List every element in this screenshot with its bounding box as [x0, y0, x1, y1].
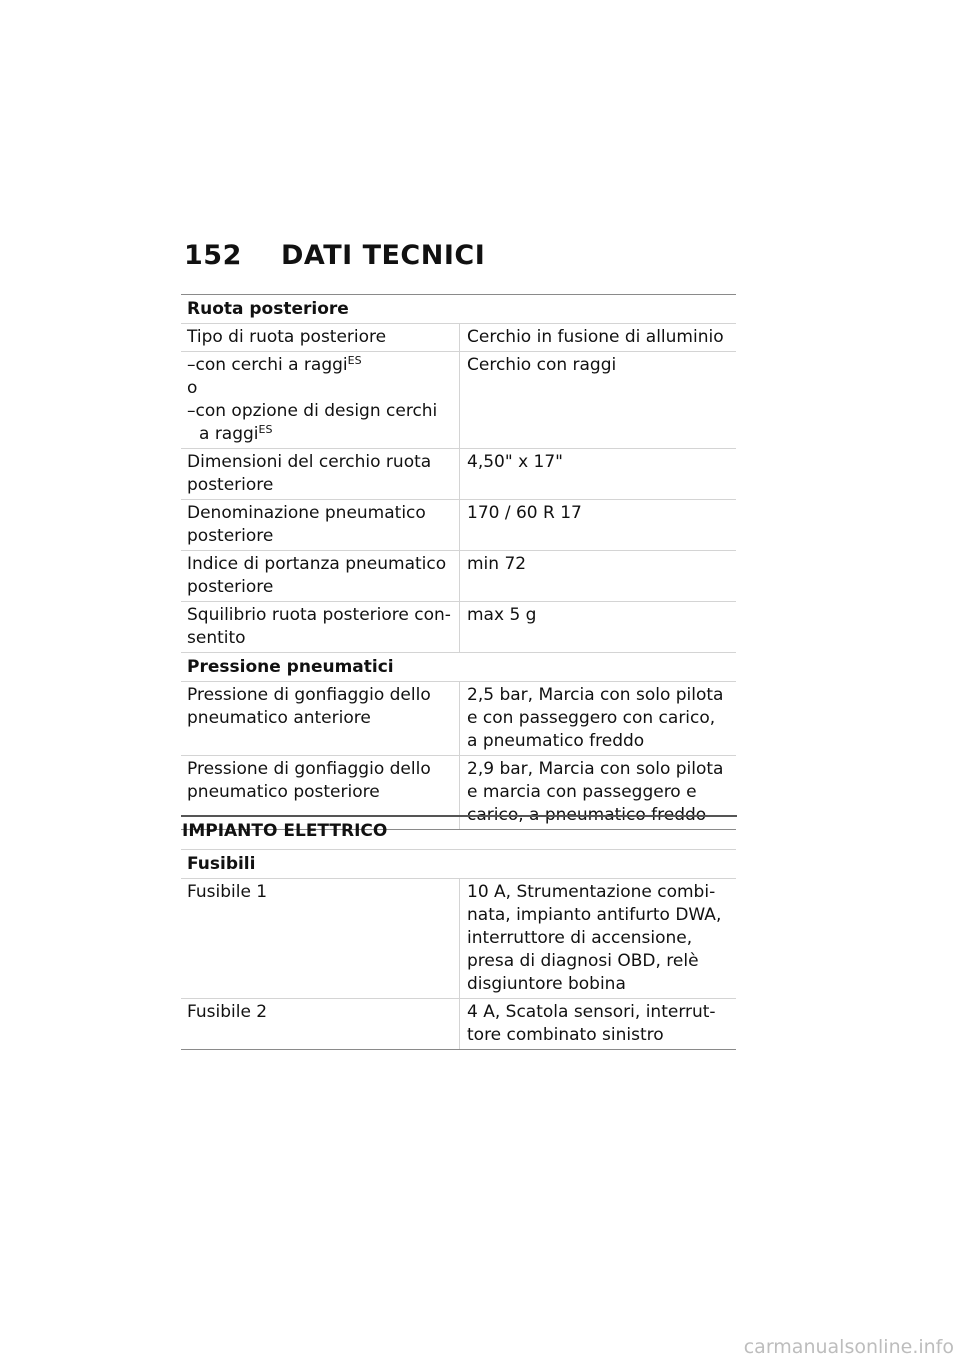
row-value: 10 A, Strumentazione combi-nata, impianto antifurto DWA, interruttore di accensione, presa di diagnosi OBD, relè disgiuntore bobina [460, 879, 737, 999]
section-row-ruota [181, 295, 736, 324]
row-label: Indice di portanza pneumatico posteriore [181, 551, 460, 602]
impianto-elettrico-heading: IMPIANTO ELETTRICO [181, 815, 737, 841]
row-value: Cerchio in fusione di alluminio [460, 324, 737, 352]
row-label-multiline [181, 352, 460, 449]
watermark: carmanualsonline.info [743, 1336, 954, 1358]
section-row-fusibili [181, 850, 736, 879]
table-row [181, 324, 736, 352]
row-value: max 5 g [460, 602, 737, 653]
row-value: min 72 [460, 551, 737, 602]
row-value: 170 / 60 R 17 [460, 500, 737, 551]
table-row [181, 602, 736, 653]
table-row [181, 449, 736, 500]
table-row [181, 352, 736, 449]
row-label: Fusibile 2 [181, 999, 460, 1050]
page-title: DATI TECNICI [281, 240, 486, 271]
label-line: –con cerchi a raggi [187, 355, 348, 375]
table-row [181, 999, 736, 1050]
row-value: 2,5 bar, Marcia con solo pilota e con passeggero con carico, a pneumatico freddo [460, 682, 737, 756]
fusibili-table [181, 849, 736, 1050]
row-value: 4,50" x 17" [460, 449, 737, 500]
ruota-posteriore-table [181, 294, 736, 830]
section-row-pressione [181, 653, 736, 682]
row-label: Fusibile 1 [181, 879, 460, 999]
row-value: 2,9 bar, Marcia con solo pilota e marcia con passeggero e carico, a pneumatico freddo [460, 756, 737, 830]
row-label: Dimensioni del cerchio ruota posteriore [181, 449, 460, 500]
label-line: o [187, 378, 198, 398]
row-label: Pressione di gonfiaggio dello pneumatico posteriore [181, 756, 460, 830]
table-row [181, 879, 736, 999]
row-label: Tipo di ruota posteriore [181, 324, 460, 352]
section-title-fusibili: Fusibili [181, 850, 736, 879]
table-row [181, 500, 736, 551]
label-line: –con opzione di design cerchi [187, 401, 438, 421]
row-label: Squilibrio ruota posteriore con-sentito [181, 602, 460, 653]
row-value: Cerchio con raggi [460, 352, 737, 449]
row-label: Denominazione pneumatico posteriore [181, 500, 460, 551]
page-number: 152 [184, 240, 242, 271]
table-row [181, 682, 736, 756]
superscript-es: ES [347, 354, 362, 367]
superscript-es: ES [258, 423, 273, 436]
row-value: 4 A, Scatola sensori, interrut-tore combinato sinistro [460, 999, 737, 1050]
table-row [181, 551, 736, 602]
section-title-ruota: Ruota posteriore [181, 295, 736, 324]
row-label: Pressione di gonfiaggio dello pneumatico anteriore [181, 682, 460, 756]
label-line: a raggi [199, 424, 259, 444]
page-header [184, 240, 485, 271]
section-title-pressione: Pressione pneumatici [181, 653, 736, 682]
